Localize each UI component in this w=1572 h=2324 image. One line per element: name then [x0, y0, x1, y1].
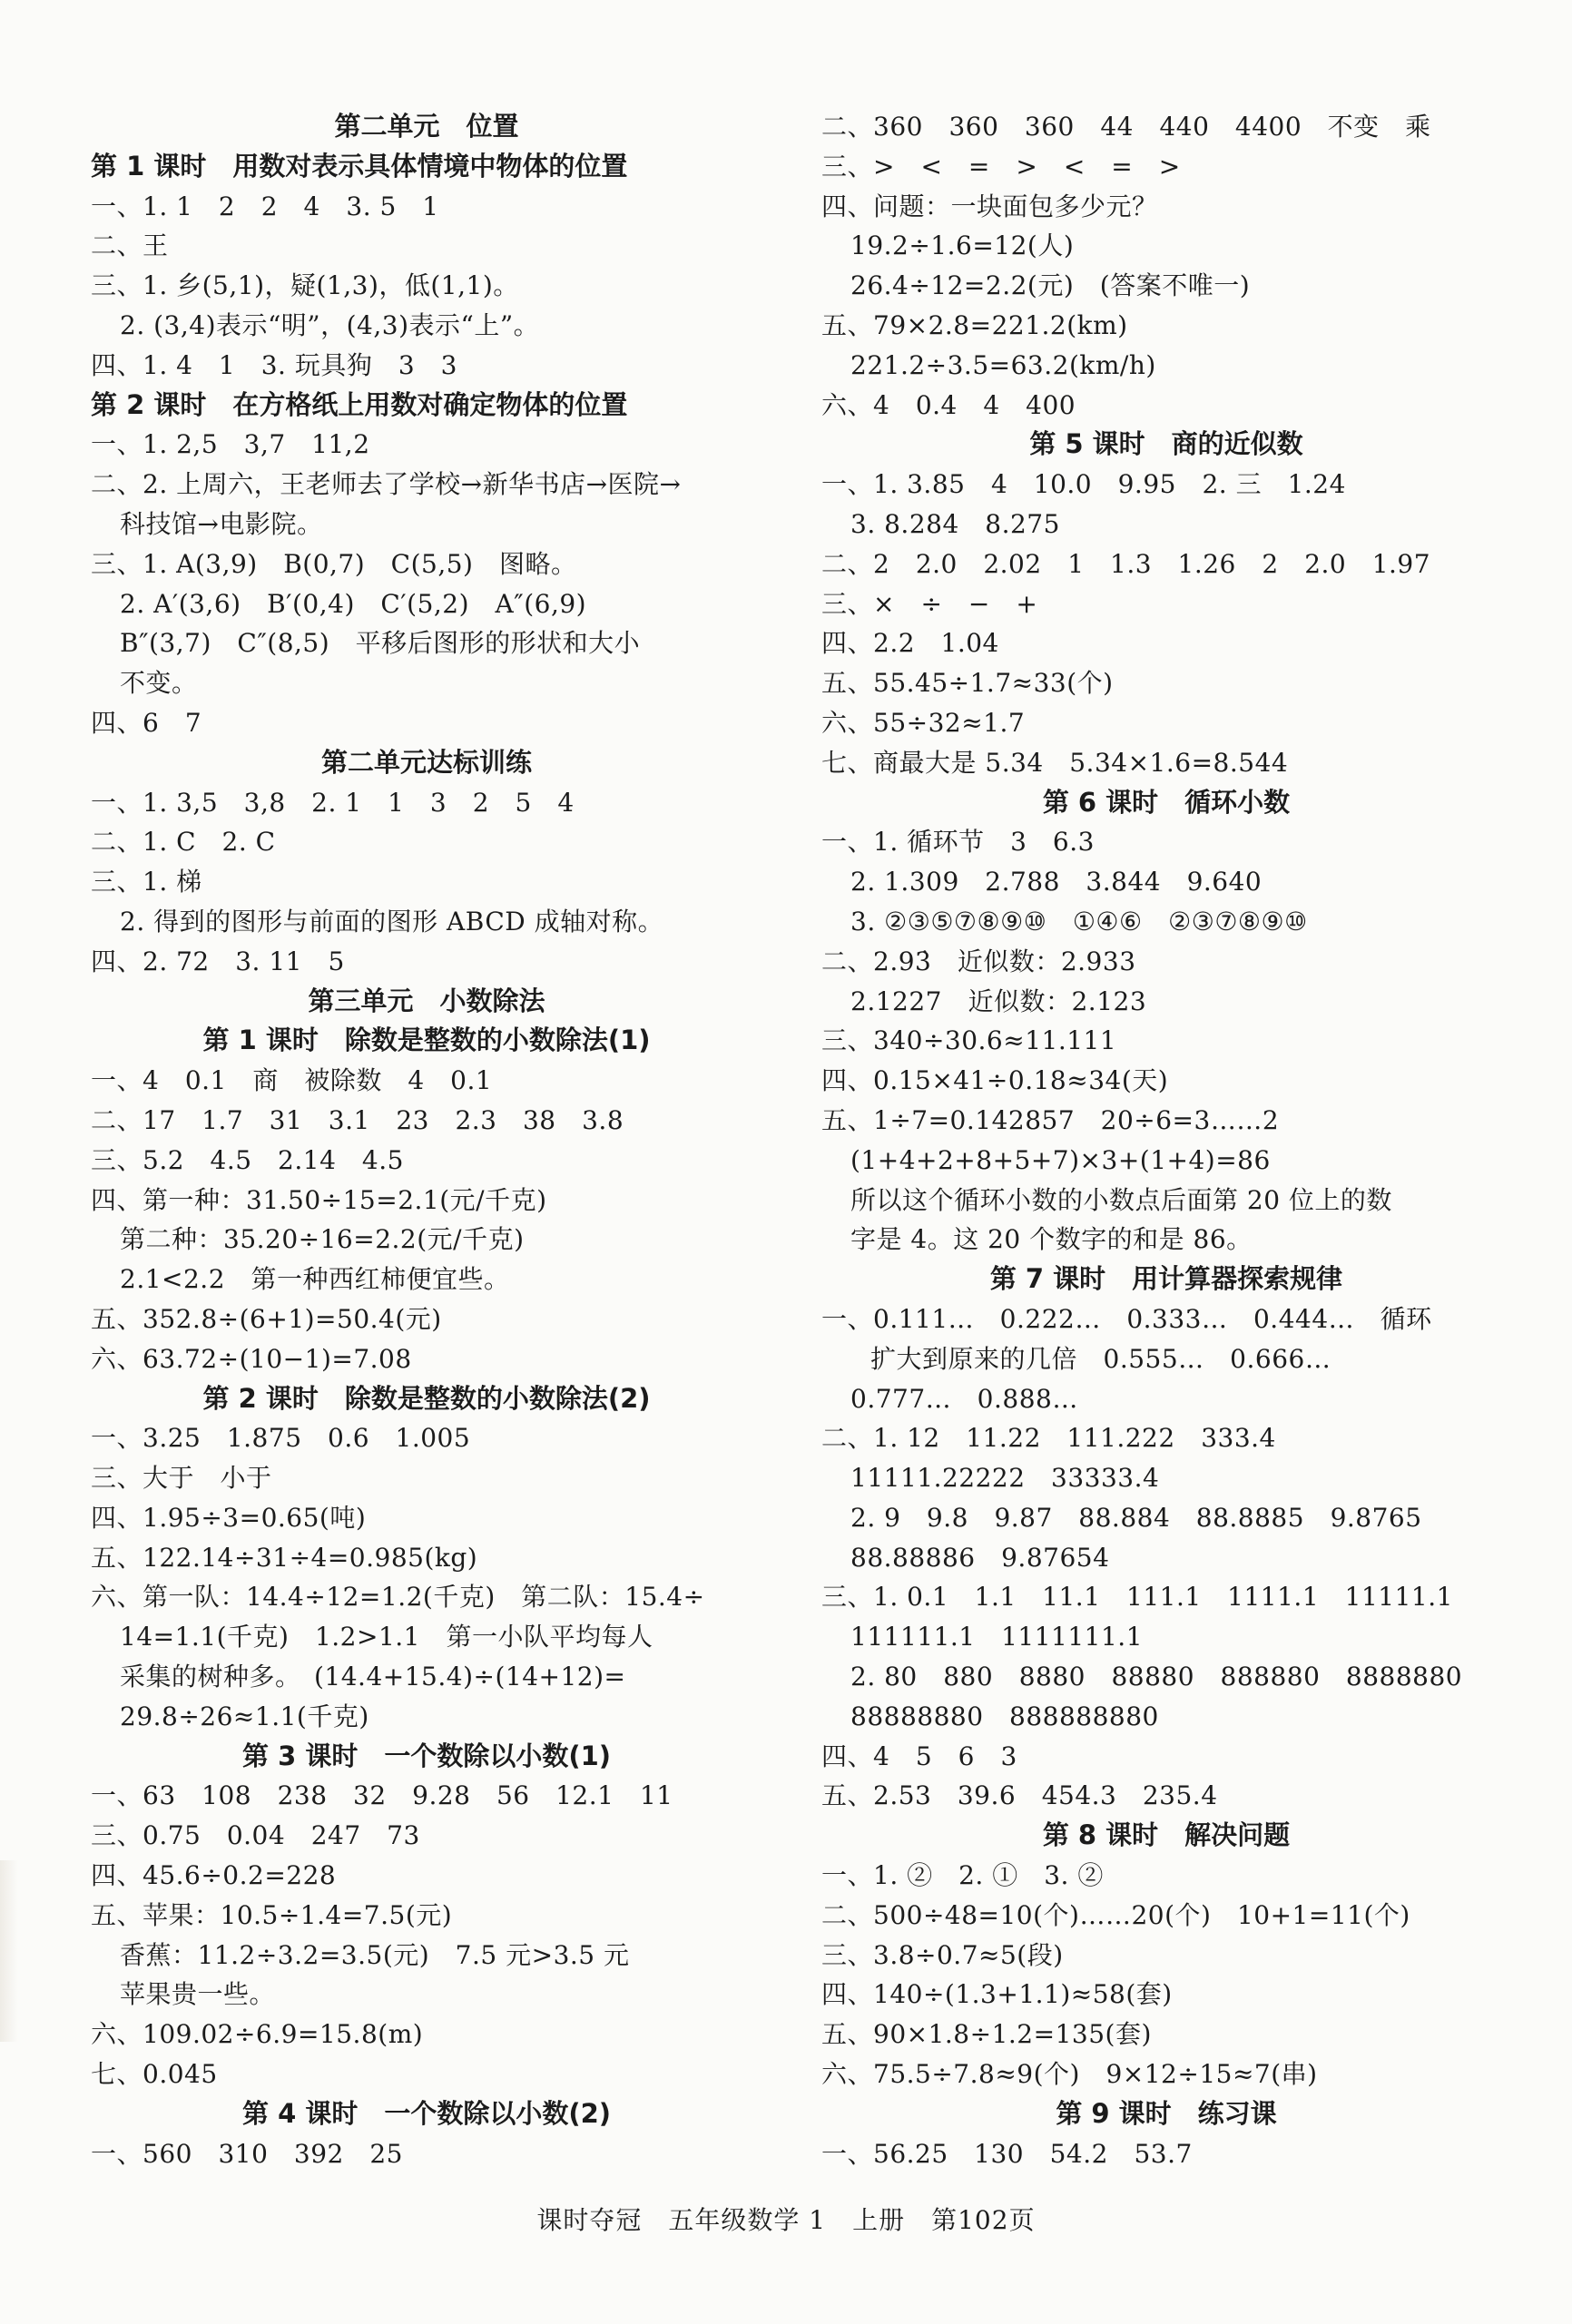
- answer-line: 一、1. 1 2 2 4 3. 5 1: [91, 191, 439, 221]
- section-heading: 第二单元达标训练: [320, 746, 532, 778]
- section-heading: 第二单元 位置: [334, 111, 519, 142]
- section-heading: 第 9 课时 练习课: [1056, 2097, 1277, 2129]
- answer-line: 2. 1.309 2.788 3.844 9.640: [850, 867, 1263, 897]
- answer-line: 第二种：35.20÷16=2.2(元/千克): [120, 1224, 525, 1255]
- answer-line: 0.777… 0.888…: [850, 1383, 1078, 1414]
- answer-line: 科技馆→电影院。: [120, 508, 323, 539]
- answer-line: 2. 80 880 8880 88880 888880 8888880: [850, 1662, 1463, 1692]
- answer-line: 19.2÷1.6=12(人): [850, 230, 1075, 261]
- answer-line: 一、4 0.1 商 被除数 4 0.1: [91, 1065, 493, 1096]
- answer-line: 2.1<2.2 第一种西红柿便宜些。: [120, 1264, 510, 1295]
- answer-line: 88888880 888888880: [850, 1701, 1159, 1731]
- section-heading: 第 6 课时 循环小数: [1042, 786, 1291, 818]
- answer-line: 五、苹果：10.5÷1.4=7.5(元): [91, 1899, 453, 1930]
- answer-line: 五、1÷7=0.142857 20÷6=3……2: [821, 1104, 1280, 1135]
- answer-line: 三、1. 0.1 1.1 11.1 111.1 1111.1 11111.1: [821, 1582, 1453, 1613]
- answer-line: 不变。: [120, 668, 198, 699]
- answer-line: 六、4 0.4 4 400: [821, 389, 1076, 420]
- answer-line: 字是 4。这 20 个数字的和是 86。: [850, 1224, 1253, 1255]
- answer-line: 二、1. C 2. C: [91, 827, 276, 858]
- section-heading: 第 8 课时 解决问题: [1042, 1819, 1291, 1851]
- section-heading: 第 3 课时 一个数除以小数(1): [241, 1740, 612, 1771]
- section-heading: 第三单元 小数除法: [308, 985, 545, 1016]
- section-heading: 第 1 课时 除数是整数的小数除法(1): [202, 1025, 651, 1056]
- answer-line: 四、0.15×41÷0.18≈34(天): [821, 1065, 1169, 1096]
- answer-line: 2. 9 9.8 9.87 88.884 88.8885 9.8765: [850, 1502, 1422, 1533]
- answer-line: 一、1. 3.85 4 10.0 9.95 2. 三 1.24: [821, 469, 1346, 500]
- answer-line: 2. (3,4)表示“明”，(4,3)表示“上”。: [120, 309, 540, 340]
- answer-line: 四、45.6÷0.2=228: [91, 1860, 337, 1891]
- answer-line: 六、第一队：14.4÷12=1.2(千克) 第二队：15.4÷: [91, 1582, 705, 1613]
- section-heading: 第 1 课时 用数对表示具体情境中物体的位置: [91, 150, 628, 181]
- section-heading: 第 2 课时 在方格纸上用数对确定物体的位置: [91, 388, 628, 420]
- answer-line: 2.1227 近似数：2.123: [850, 985, 1147, 1016]
- answer-line: (1+4+2+8+5+7)×3+(1+4)=86: [850, 1144, 1271, 1175]
- answer-line: 四、140÷(1.3+1.1)≈58(套): [821, 1979, 1173, 2010]
- answer-line: 二、360 360 360 44 440 4400 不变 乘: [821, 112, 1431, 142]
- answer-line: 六、109.02÷6.9=15.8(m): [91, 2019, 424, 2050]
- section-heading: 第 7 课时 用计算器探索规律: [989, 1263, 1343, 1295]
- answer-line: 29.8÷26≈1.1(千克): [120, 1701, 369, 1731]
- section-heading: 第 5 课时 商的近似数: [1029, 428, 1303, 460]
- answer-line: 七、商最大是 5.34 5.34×1.6=8.544: [821, 747, 1289, 778]
- answer-line: 二、500÷48=10(个)……20(个) 10+1=11(个): [821, 1899, 1410, 1930]
- answer-line: 三、3.8÷0.7≈5(段): [821, 1939, 1064, 1970]
- answer-line: 3. 8.284 8.275: [850, 508, 1060, 539]
- left-column: [91, 107, 762, 2173]
- answer-line: 七、0.045: [91, 2059, 218, 2090]
- answer-line: 三、5.2 4.5 2.14 4.5: [91, 1144, 404, 1175]
- paper-smudge: [0, 1860, 18, 2042]
- answer-line: 五、2.53 39.6 454.3 235.4: [821, 1780, 1218, 1811]
- answer-line: 2. 得到的图形与前面的图形 ABCD 成轴对称。: [120, 906, 664, 936]
- answer-line: 五、122.14÷31÷4=0.985(kg): [91, 1542, 478, 1573]
- answer-line: 三、340÷30.6≈11.111: [821, 1025, 1117, 1056]
- answer-line: 一、1. ② 2. ① 3. ②: [821, 1860, 1104, 1891]
- answer-line: 11111.22222 33333.4: [850, 1463, 1160, 1494]
- answer-line: 四、问题：一块面包多少元？: [821, 191, 1158, 221]
- answer-line: 一、3.25 1.875 0.6 1.005: [91, 1423, 471, 1454]
- answer-line: B″(3,7) C″(8,5) 平移后图形的形状和大小: [120, 628, 641, 659]
- answer-line: 五、79×2.8=221.2(km): [821, 309, 1128, 340]
- answer-line: 四、4 5 6 3: [821, 1741, 1017, 1771]
- answer-line: 二、2 2.0 2.02 1 1.3 1.26 2 2.0 1.97: [821, 548, 1431, 579]
- page-footer: 课时夺冠 五年级数学 1 上册 第102页: [536, 2205, 1036, 2235]
- answer-line: 14=1.1(千克) 1.2>1.1 第一小队平均每人: [120, 1622, 653, 1652]
- answer-line: 二、2. 上周六，王老师去了学校→新华书店→医院→: [91, 469, 682, 500]
- answer-line: 四、第一种：31.50÷15=2.1(元/千克): [91, 1184, 547, 1215]
- answer-line: 六、63.72÷(10−1)=7.08: [91, 1343, 412, 1374]
- answer-line: 一、1. 循环节 3 6.3: [821, 827, 1095, 858]
- answer-line: 苹果贵一些。: [120, 1979, 276, 2010]
- answer-line: 221.2÷3.5=63.2(km/h): [850, 349, 1156, 380]
- answer-line: 四、6 7: [91, 707, 202, 738]
- answer-line: 2. A′(3,6) B′(0,4) C′(5,2) A″(6,9): [120, 588, 587, 619]
- section-heading: 第 2 课时 除数是整数的小数除法(2): [202, 1382, 651, 1414]
- answer-line: 一、63 108 238 32 9.28 56 12.1 11: [91, 1780, 673, 1811]
- answer-line: 香蕉：11.2÷3.2=3.5(元) 7.5 元>3.5 元: [120, 1939, 630, 1970]
- answer-line: 一、1. 2,5 3,7 11,2: [91, 429, 370, 460]
- answer-line: 六、55÷32≈1.7: [821, 707, 1026, 738]
- answer-line: 五、90×1.8÷1.2=135(套): [821, 2019, 1152, 2050]
- answer-line: 二、1. 12 11.22 111.222 333.4: [821, 1423, 1276, 1454]
- answer-line: 三、> < = > < = >: [821, 151, 1181, 181]
- answer-line: 三、0.75 0.04 247 73: [91, 1820, 420, 1851]
- answer-line: 五、55.45÷1.7≈33(个): [821, 668, 1114, 699]
- section-heading: 第 4 课时 一个数除以小数(2): [241, 2097, 612, 2129]
- answer-line: 88.88886 9.87654: [850, 1542, 1110, 1573]
- answer-line: 三、1. A(3,9) B(0,7) C(5,5) 图略。: [91, 548, 577, 579]
- answer-line: 一、560 310 392 25: [91, 2138, 403, 2169]
- answer-line: 26.4÷12=2.2(元) (答案不唯一): [850, 270, 1251, 301]
- answer-line: 所以这个循环小数的小数点后面第 20 位上的数: [850, 1184, 1392, 1215]
- answer-line: 六、75.5÷7.8≈9(个) 9×12÷15≈7(串): [821, 2059, 1318, 2090]
- right-column: [821, 107, 1511, 2173]
- answer-line: 四、2. 72 3. 11 5: [91, 946, 345, 976]
- answer-line: 一、0.111… 0.222… 0.333… 0.444… 循环: [821, 1303, 1432, 1334]
- answer-line: 四、2.2 1.04: [821, 628, 999, 659]
- answer-line: 二、2.93̇ 近似数：2.933: [821, 946, 1136, 976]
- answer-line: 三、× ÷ − +: [821, 588, 1038, 619]
- answer-line: 111111.1 1111111.1: [850, 1622, 1144, 1652]
- answer-line: 三、1. 梯: [91, 867, 202, 897]
- answer-line: 一、56.25 130 54.2 53.7: [821, 2138, 1193, 2169]
- answer-line: 二、王: [91, 230, 169, 261]
- answer-line: 四、1.95÷3=0.65(吨): [91, 1502, 367, 1533]
- answer-line: 三、大于 小于: [91, 1463, 272, 1494]
- answer-line: 四、1. 4 1 3. 玩具狗 3 3: [91, 349, 457, 380]
- answer-line: 3. ②③⑤⑦⑧⑨⑩ ①④⑥ ②③⑦⑧⑨⑩: [850, 906, 1308, 936]
- answer-line: 五、352.8÷(6+1)=50.4(元): [91, 1303, 442, 1334]
- answer-line: 采集的树种多。 (14.4+15.4)÷(14+12)=: [120, 1662, 626, 1692]
- answer-line: 二、17 1.7 31 3.1 23 2.3 38 3.8: [91, 1104, 624, 1135]
- answer-line: 扩大到原来的几倍 0.555… 0.666…: [870, 1343, 1331, 1374]
- answer-line: 三、1. 乡(5,1)，疑(1,3)，低(1,1)。: [91, 270, 519, 301]
- answer-line: 一、1. 3,5 3,8 2. 1 1 3 2 5 4: [91, 787, 575, 818]
